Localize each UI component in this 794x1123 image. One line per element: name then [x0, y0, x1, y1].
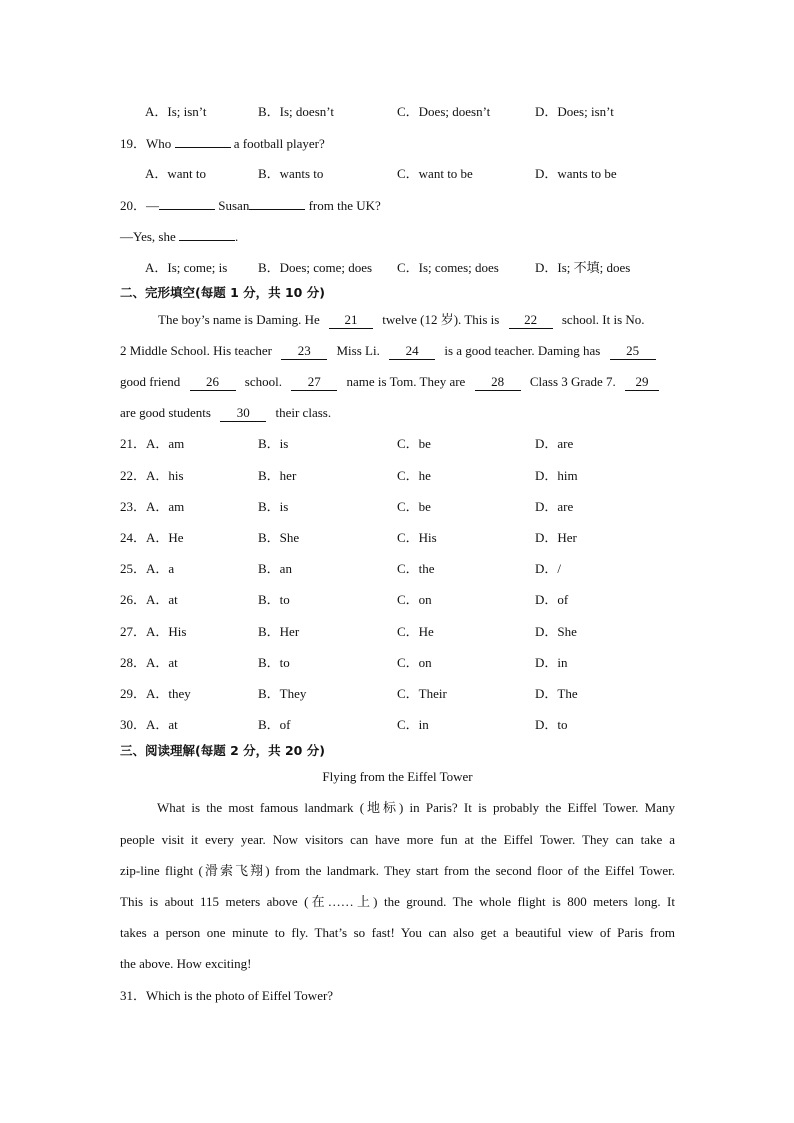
cloze-blank-22: 22: [509, 312, 553, 329]
passage-line-6: the above. How exciting!: [120, 956, 252, 971]
cloze-blank-30: 30: [220, 405, 266, 422]
q18-options: [145, 102, 700, 122]
option-c: C．be: [397, 436, 431, 451]
q20-stem-pre: 20．—: [120, 198, 160, 213]
cloze-blank-24: 24: [389, 343, 435, 360]
option-d: D．She: [535, 624, 577, 639]
cloze-question-29: [120, 684, 675, 704]
option-b: B．She: [258, 530, 300, 545]
q19-options: [145, 164, 700, 184]
cloze-text: The boy’s name is Daming. He: [158, 312, 320, 327]
q20-stem: [120, 195, 675, 215]
q20-options: [145, 258, 700, 278]
cloze-blank-29: 29: [625, 374, 659, 391]
q19-option-c: C．want to be: [397, 166, 473, 181]
q20-option-c: C．Is; comes; does: [397, 260, 499, 275]
option-b: B．her: [258, 468, 297, 483]
q20-blank-2: [249, 195, 305, 210]
option-d: D．The: [535, 686, 578, 701]
cloze-question-30: [120, 715, 675, 735]
option-d: D．are: [535, 499, 574, 514]
q20-option-a: A．Is; come; is: [145, 260, 228, 275]
option-a: 24．A．He: [120, 530, 184, 545]
option-d: D．are: [535, 436, 574, 451]
option-c: C．His: [397, 530, 437, 545]
q19-option-b: B．wants to: [258, 166, 324, 181]
cloze-question-22: [120, 466, 675, 486]
q20-option-d: D．Is; 不填; does: [535, 260, 631, 275]
passage-line-3: zip-line flight (滑索飞翔) from the landmark. They start from the second floor of the Eiffel Tower.: [120, 863, 675, 878]
q18-option-d: D．Does; isn’t: [535, 104, 614, 119]
cloze-text: school.: [244, 374, 282, 389]
option-b: B．of: [258, 717, 291, 732]
cloze-blank-27: 27: [291, 374, 337, 391]
cloze-line-4: [120, 403, 675, 423]
option-c: C．on: [397, 655, 432, 670]
q18-option-b: B．Is; doesn’t: [258, 104, 334, 119]
cloze-text: 2 Middle School. His teacher: [120, 343, 272, 358]
q18-option-c: C．Does; doesn’t: [397, 104, 491, 119]
option-d: D．Her: [535, 530, 577, 545]
option-b: B．is: [258, 499, 289, 514]
cloze-question-28: [120, 653, 675, 673]
cloze-question-27: [120, 622, 675, 642]
q19-stem-post: a football player?: [233, 136, 325, 151]
q31-stem: 31．Which is the photo of Eiffel Tower?: [120, 988, 334, 1003]
option-b: B．They: [258, 686, 307, 701]
option-a: 25．A．a: [120, 561, 175, 576]
option-a: 22．A．his: [120, 468, 184, 483]
cloze-blank-28: 28: [475, 374, 521, 391]
q20-answer-post: .: [235, 229, 239, 244]
option-a: 29．A．they: [120, 686, 191, 701]
option-c: C．be: [397, 499, 431, 514]
option-a: 27．A．His: [120, 624, 187, 639]
option-d: D．/: [535, 561, 562, 576]
option-d: D．in: [535, 655, 568, 670]
option-a: 23．A．am: [120, 499, 185, 514]
q19-stem: [120, 133, 675, 153]
cloze-text: Class 3 Grade 7.: [529, 374, 616, 389]
cloze-text: their class.: [275, 405, 332, 420]
q19-option-a: A．want to: [145, 166, 207, 181]
section3-title: 三、阅读理解(每题 2 分，共 20 分): [120, 743, 325, 758]
cloze-text: is a good teacher. Daming has: [444, 343, 601, 358]
cloze-blank-26: 26: [190, 374, 236, 391]
option-c: C．the: [397, 561, 435, 576]
option-a: 30．A．at: [120, 717, 178, 732]
cloze-blank-25: 25: [610, 343, 656, 360]
option-c: C．in: [397, 717, 429, 732]
q20-blank-3: [179, 226, 235, 241]
cloze-text: good friend: [120, 374, 181, 389]
passage-line-5: takes a person one minute to fly. That’s so fast! You can also get a beautiful view of Paris from: [120, 925, 675, 940]
cloze-text: name is Tom. They are: [346, 374, 466, 389]
cloze-text: Miss Li.: [336, 343, 380, 358]
option-c: C．He: [397, 624, 434, 639]
option-d: D．of: [535, 592, 569, 607]
cloze-question-24: [120, 528, 675, 548]
option-c: C．he: [397, 468, 431, 483]
q19-stem-pre: 19．Who: [120, 136, 172, 151]
cloze-question-26: [120, 590, 675, 610]
cloze-question-23: [120, 497, 675, 517]
cloze-blank-21: 21: [329, 312, 373, 329]
q19-option-d: D．wants to be: [535, 166, 617, 181]
cloze-text: school. It is No.: [561, 312, 645, 327]
cloze-text: twelve (12 岁). This is: [382, 312, 500, 327]
option-b: B．to: [258, 592, 290, 607]
option-b: B．to: [258, 655, 290, 670]
q20-blank-1: [159, 195, 215, 210]
option-a: 21．A．am: [120, 436, 185, 451]
q18-option-a: A．Is; isn’t: [145, 104, 207, 119]
q19-blank: [175, 133, 231, 148]
option-a: 28．A．at: [120, 655, 178, 670]
option-b: B．Her: [258, 624, 300, 639]
q20-answer-line: [120, 226, 675, 246]
cloze-text: are good students: [120, 405, 211, 420]
cloze-line-1: [120, 310, 675, 330]
option-d: D．him: [535, 468, 578, 483]
cloze-question-21: [120, 434, 675, 454]
option-b: B．is: [258, 436, 289, 451]
passage-line-1: What is the most famous landmark (地标) in Paris? It is probably the Eiffel Tower. Many: [157, 800, 675, 815]
q20-answer-pre: —Yes, she: [120, 229, 176, 244]
section2-title: 二、完形填空(每题 1 分，共 10 分): [120, 285, 325, 300]
passage-line-2: people visit it every year. Now visitors can have more fun at the Eiffel Tower. They can take a: [120, 832, 675, 847]
option-a: 26．A．at: [120, 592, 178, 607]
option-c: C．Their: [397, 686, 447, 701]
passage-line-4: This is about 115 meters above (在……上) the ground. The whole flight is 800 meters long. It: [120, 894, 675, 909]
passage-title: Flying from the Eiffel Tower: [322, 769, 473, 784]
q20-stem-post: from the UK?: [308, 198, 381, 213]
option-d: D．to: [535, 717, 568, 732]
q20-option-b: B．Does; come; does: [258, 260, 373, 275]
q20-stem-mid: Susan: [218, 198, 250, 213]
option-c: C．on: [397, 592, 432, 607]
option-b: B．an: [258, 561, 292, 576]
cloze-line-2: [120, 341, 675, 361]
cloze-question-25: [120, 559, 675, 579]
cloze-blank-23: 23: [281, 343, 327, 360]
cloze-line-3: [120, 372, 675, 392]
